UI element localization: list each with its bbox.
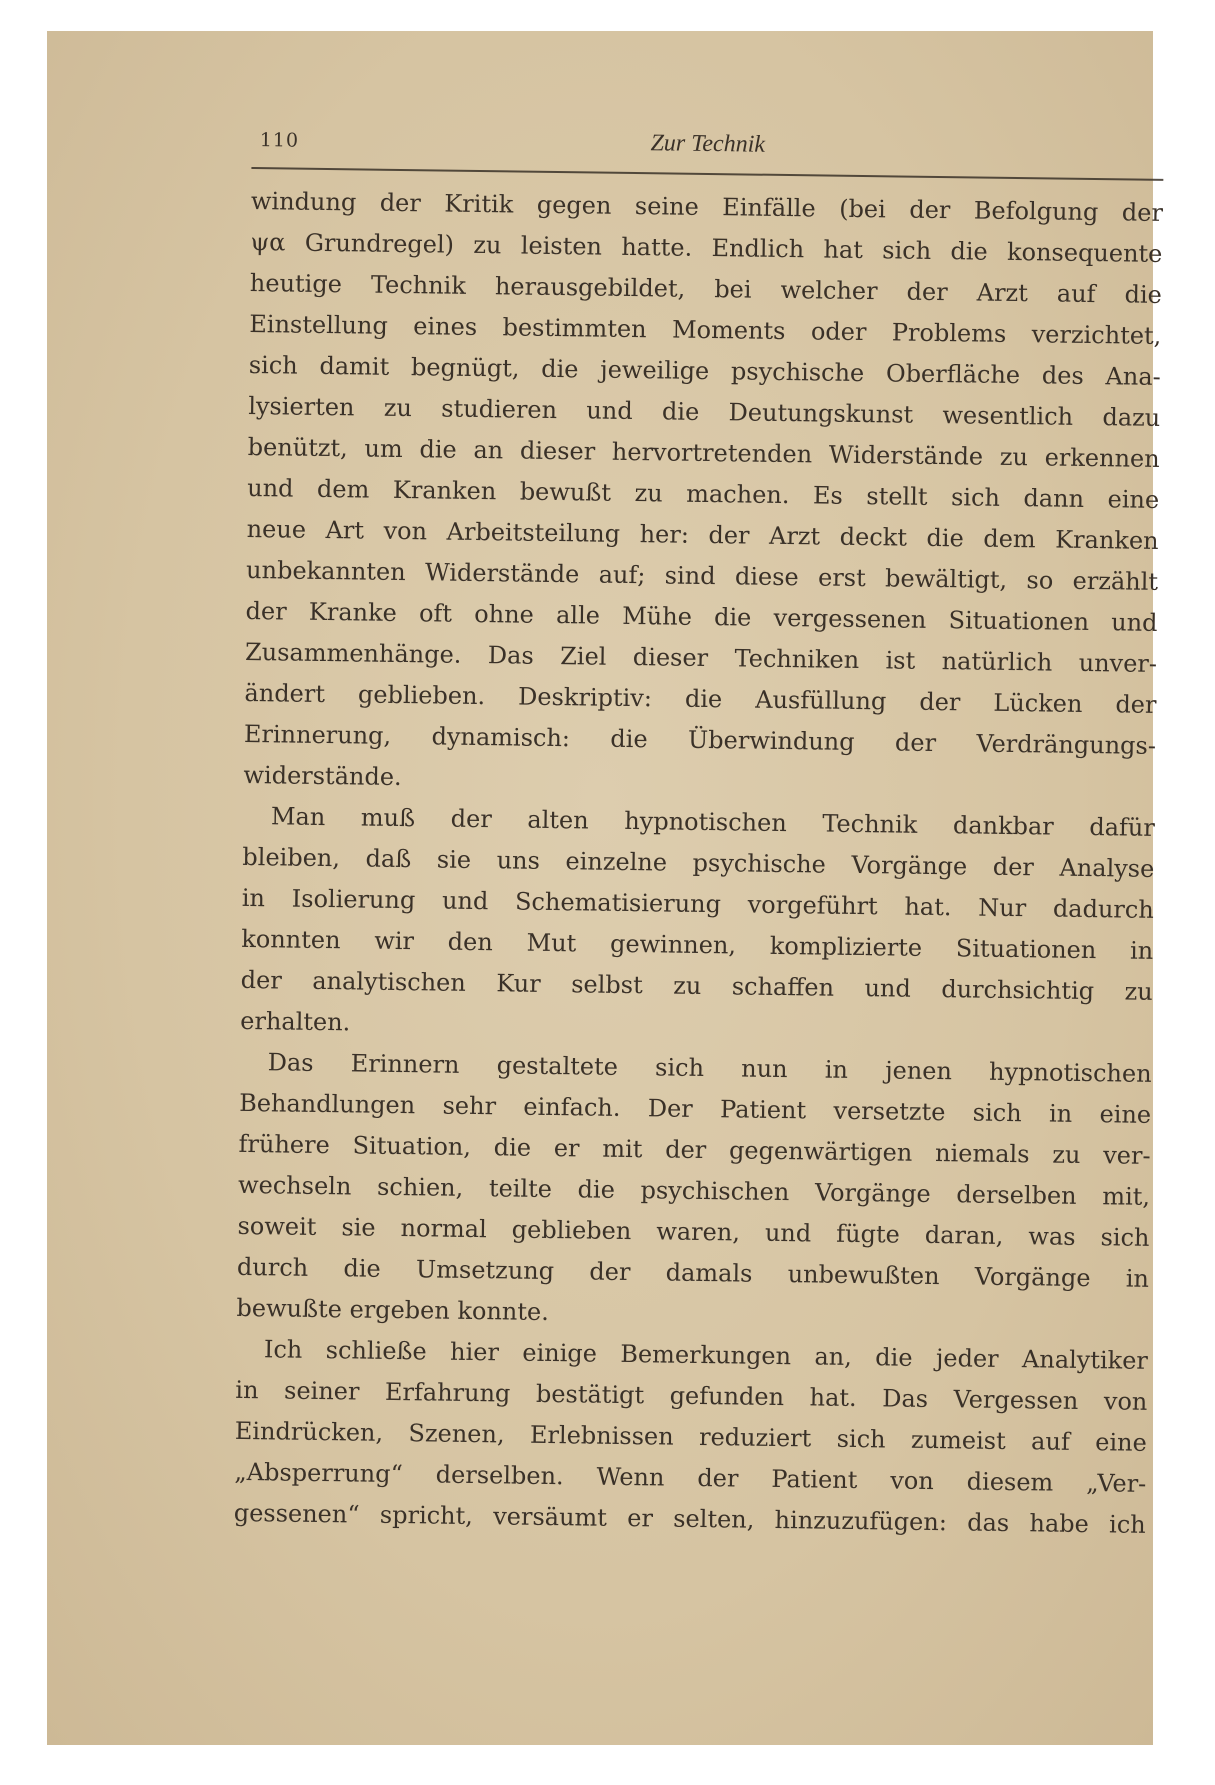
text-line: soweit sie normal geblieben waren, und fügte daran, was sich <box>237 1211 1150 1252</box>
text-line: neue Art von Arbeitsteilung her: der Arzt deckt die dem Kranken <box>246 514 1159 555</box>
text-line: erhalten. <box>240 1006 351 1037</box>
text-line: gessenen“ spricht, versäumt er selten, hinzuzufügen: das habe ich <box>233 1498 1146 1539</box>
text-line: der Kranke oft ohne alle Mühe die vergessenen Situationen und <box>245 596 1158 637</box>
text-line: Ich schließe hier einige Bemerkungen an, die jeder Analytiker <box>263 1335 1149 1375</box>
text-line: in seiner Erfahrung bestätigt gefunden hat. Das Vergessen von <box>235 1375 1148 1416</box>
text-line: Eindrücken, Szenen, Erlebnissen reduziert sich zumeist auf eine <box>234 1416 1147 1457</box>
body-text <box>234 181 1164 1546</box>
text-line: in Isolierung und Schematisierung vorgeführt hat. Nur dadurch <box>241 883 1154 924</box>
text-line: frühere Situation, die er mit der gegenwärtigen niemals zu ver- <box>238 1129 1151 1170</box>
text-line: „Absperrung“ derselben. Wenn der Patient von diesem „Ver- <box>234 1457 1147 1498</box>
text-line: Behandlungen sehr einfach. Der Patient versetzte sich in eine <box>238 1088 1152 1129</box>
text-line: Erinnerung, dynamisch: die Überwindung der Verdrängungs- <box>243 719 1157 760</box>
page-number: 110 <box>259 129 300 152</box>
text-line: ändert geblieben. Deskriptiv: die Ausfüllung der Lücken der <box>244 678 1157 719</box>
text-line: Das Erinnern gestaltete sich nun in jenen hypnotischen <box>267 1048 1152 1088</box>
text-line: widerstände. <box>243 760 402 792</box>
text-line: lysierten zu studieren und die Deutungskunst wesentlich dazu <box>248 391 1161 432</box>
text-line: bewußte ergeben konnte. <box>236 1293 550 1326</box>
text-line: und dem Kranken bewußt zu machen. Es stellt sich dann eine <box>247 473 1160 514</box>
text-line: sich damit begnügt, die jeweilige psychische Oberfläche des Ana- <box>248 350 1161 391</box>
running-header <box>251 123 1163 175</box>
text-line: Zusammenhänge. Das Ziel dieser Techniken ist natürlich unver- <box>244 637 1158 678</box>
text-line: konnten wir den Mut gewinnen, komplizierte Situationen in <box>241 924 1154 965</box>
text-line: Man muß der alten hypnotischen Technik dankbar dafür <box>270 802 1156 842</box>
text-line: wechseln schien, teilte die psychischen Vorgänge derselben mit, <box>237 1170 1151 1211</box>
book-page <box>47 31 1164 1745</box>
text-line: heutige Technik herausgebildet, bei welcher der Arzt auf die <box>249 268 1163 309</box>
text-line: windung der Kritik gegen seine Einfälle (bei der Befolgung der <box>250 186 1164 227</box>
text-line: der analytischen Kur selbst zu schaffen und durchsichtig zu <box>240 965 1153 1006</box>
text-line: unbekannten Widerstände auf; sind diese erst bewältigt, so erzählt <box>245 555 1159 596</box>
running-title: Zur Technik <box>650 130 766 158</box>
text-line: durch die Umsetzung der damals unbewußten Vorgänge in <box>236 1252 1150 1293</box>
text-line: benützt, um die an dieser hervortretenden Widerstände zu erkennen <box>247 432 1160 473</box>
text-line: ψα Grundregel) zu leisten hatte. Endlich hat sich die konsequente <box>250 227 1163 268</box>
text-line: bleiben, daß sie uns einzelne psychische Vorgänge der Analyse <box>242 842 1155 883</box>
text-line: Einstellung eines bestimmten Moments oder Problems verzichtet, <box>249 309 1162 350</box>
page-content <box>234 123 1164 1546</box>
